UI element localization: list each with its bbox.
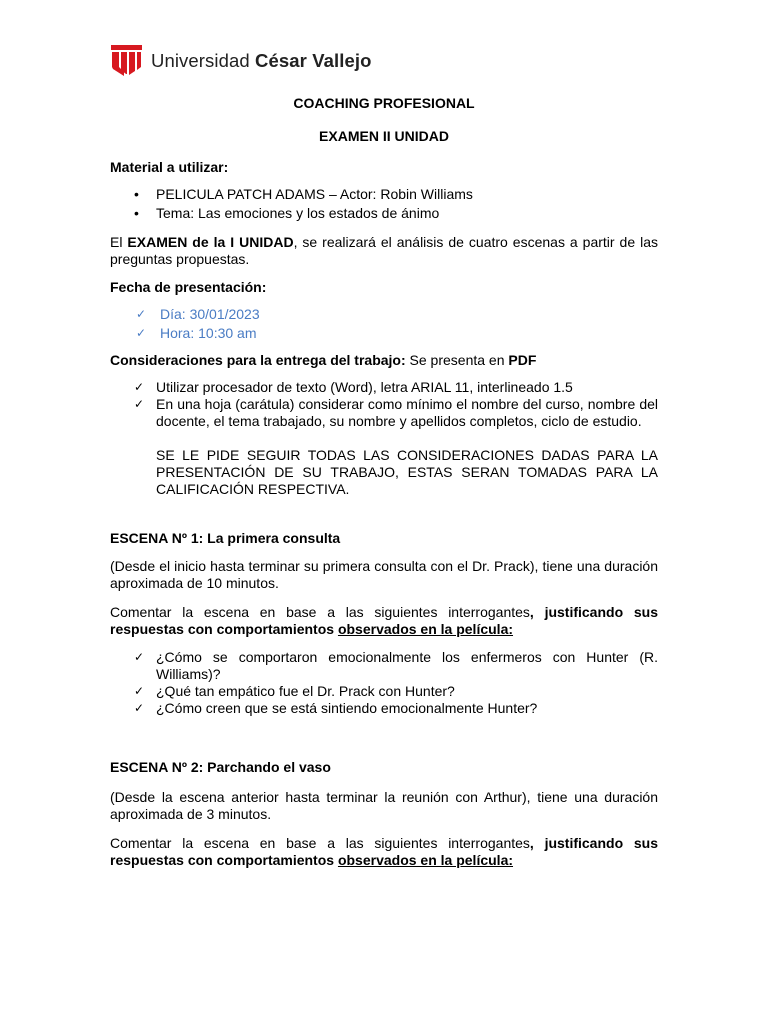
scene1-title: ESCENA Nº 1: La primera consulta (110, 530, 341, 546)
question-item: ✓ ¿Qué tan empático fue el Dr. Prack con Hunter? (134, 683, 455, 699)
checkmark-icon: ✓ (136, 307, 147, 321)
scene1-prompt: Comentar la escena en base a las siguientes interrogantes, justificando sus respuestas con comportamientos observados en la película: (110, 604, 659, 637)
checkmark-icon: ✓ (134, 650, 145, 664)
course-title: COACHING PROFESIONAL (293, 95, 475, 111)
consideration-item: ✓ Utilizar procesador de texto (Word), letra ARIAL 11, interlineado 1.5 (134, 379, 573, 395)
date-heading: Fecha de presentación: (110, 279, 267, 295)
consideration-item: ✓ En una hoja (carátula) considerar como mínimo el nombre del curso, nombre del docente, el tema trabajado, su nombre y apellidos completos, ciclo de estudio. (134, 396, 658, 429)
considerations-heading: Consideraciones para la entrega del trabajo: Se presenta en PDF (110, 352, 537, 368)
university-logo (110, 43, 372, 77)
question-item: ✓ ¿Cómo se comportaron emocionalmente los enfermeros con Hunter (R. Williams)? (134, 649, 658, 682)
exam-title: EXAMEN II UNIDAD (319, 128, 449, 144)
checkmark-icon: ✓ (134, 701, 145, 715)
checkmark-icon: ✓ (134, 380, 145, 394)
material-item: • PELICULA PATCH ADAMS – Actor: Robin Williams (110, 186, 658, 203)
ucv-shield-logo-icon (110, 43, 143, 77)
checkmark-icon: ✓ (134, 397, 145, 411)
scene1-questions (110, 649, 658, 717)
checkmark-icon: ✓ (136, 326, 147, 340)
date-item: ✓ Día: 30/01/2023 (136, 306, 260, 322)
date-list (110, 306, 658, 342)
scene2-prompt: Comentar la escena en base a las siguientes interrogantes, justificando sus respuestas con comportamientos observados en la película: (110, 835, 659, 868)
material-item: • Tema: Las emociones y los estados de ánimo (110, 205, 658, 222)
notice-paragraph: SE LE PIDE SEGUIR TODAS LAS CONSIDERACIONES DADAS PARA LA PRESENTACIÓN DE SU TRABAJO, ESTAS SERAN TOMADAS PARA LA CALIFICACIÓN RESPECTIVA. (156, 447, 658, 497)
question-item: ✓ ¿Cómo creen que se está sintiendo emocionalmente Hunter? (134, 700, 538, 716)
material-list (110, 186, 658, 222)
scene2-description: (Desde la escena anterior hasta terminar la reunión con Arthur), tiene una duración aproximada de 3 minutos. (110, 789, 658, 822)
checkmark-icon: ✓ (134, 684, 145, 698)
university-name: Universidad César Vallejo (151, 49, 372, 71)
considerations-list (110, 379, 658, 430)
scene2-title: ESCENA Nº 2: Parchando el vaso (110, 759, 331, 775)
document-body (110, 95, 658, 869)
scene1-description: (Desde el inicio hasta terminar su primera consulta con el Dr. Prack), tiene una duración aproximada de 10 minutos. (110, 558, 658, 591)
time-item: ✓ Hora: 10:30 am (136, 325, 257, 341)
material-heading: Material a utilizar: (110, 159, 229, 175)
intro-paragraph: El EXAMEN de la I UNIDAD, se realizará el análisis de cuatro escenas a partir de las preguntas propuestas. (110, 234, 658, 267)
